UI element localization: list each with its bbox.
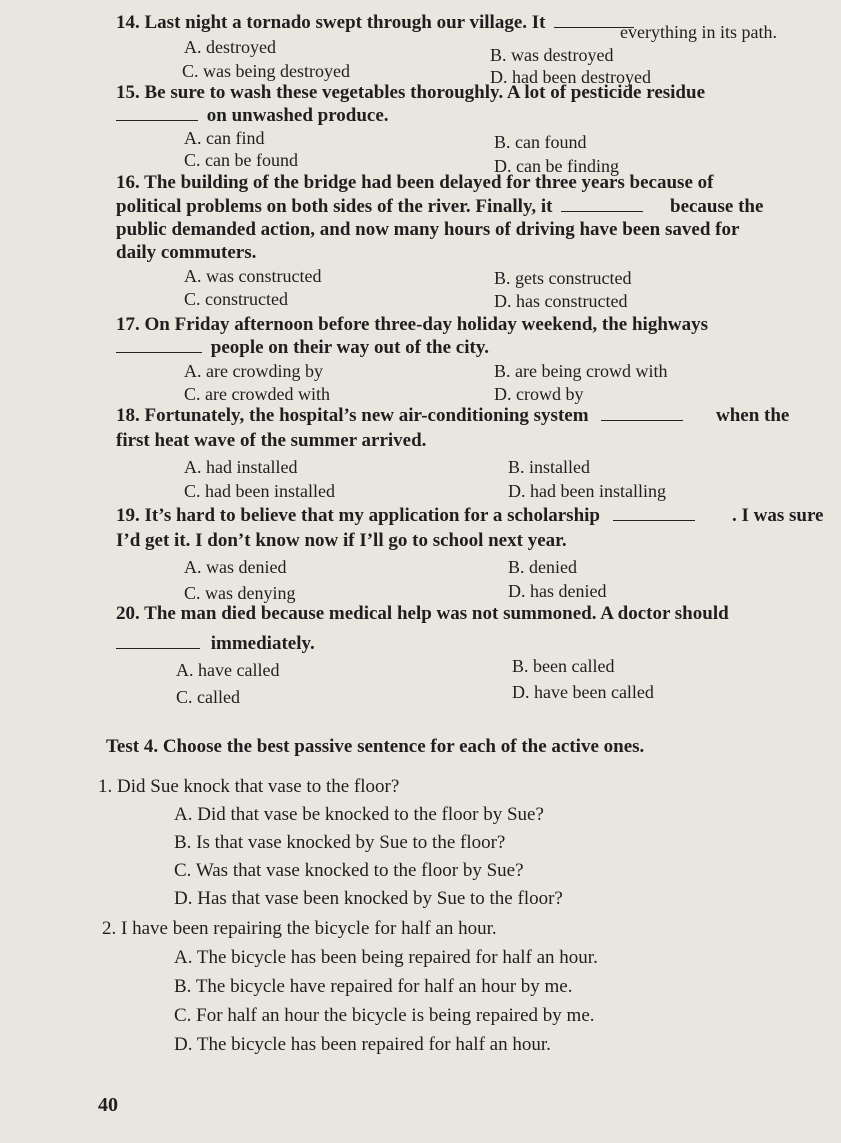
page-number: 40 xyxy=(98,1094,118,1116)
question-16-line-1: 16. The building of the bridge had been delayed for three years because of xyxy=(116,172,714,193)
option: B. gets constructed xyxy=(494,268,632,288)
option: D. had been installing xyxy=(508,481,666,501)
option: D. have been called xyxy=(512,682,654,702)
question-14-line-2: everything in its path. xyxy=(620,22,777,42)
question-15-line-2: on unwashed produce. xyxy=(116,105,389,127)
question-18-line-1-end: when the xyxy=(716,405,790,426)
option: A. are crowding by xyxy=(184,361,323,381)
answer-blank xyxy=(116,338,202,353)
option: C. Was that vase knocked to the floor by Sue? xyxy=(174,860,524,881)
question-20-line-2: immediately. xyxy=(116,633,315,655)
question-15-line-1: 15. Be sure to wash these vegetables thoroughly. A lot of pesticide residue xyxy=(116,82,705,103)
option: C. constructed xyxy=(184,289,288,309)
question-18-line-1: 18. Fortunately, the hospital’s new air-conditioning system xyxy=(116,405,683,427)
question-14-line-1: 14. Last night a tornado swept through our village. It xyxy=(116,12,634,34)
answer-blank xyxy=(561,197,643,212)
option: C. called xyxy=(176,687,240,707)
answer-blank xyxy=(613,506,695,521)
option: D. Has that vase been knocked by Sue to the floor? xyxy=(174,888,563,909)
option: B. denied xyxy=(508,557,577,577)
option: B. The bicycle have repaired for half an hour by me. xyxy=(174,976,573,997)
option: A. Did that vase be knocked to the floor by Sue? xyxy=(174,804,544,825)
question-17-line-1: 17. On Friday afternoon before three-day holiday weekend, the highways xyxy=(116,314,708,335)
option: C. had been installed xyxy=(184,481,335,501)
option: C. are crowded with xyxy=(184,384,330,404)
option: A. The bicycle has been being repaired for half an hour. xyxy=(174,947,598,968)
answer-blank xyxy=(601,406,683,421)
answer-blank xyxy=(116,106,198,121)
option: A. was constructed xyxy=(184,266,322,286)
test-4-title: Test 4. Choose the best passive sentence for each of the active ones. xyxy=(106,736,645,757)
option: D. has constructed xyxy=(494,291,628,311)
option: A. can find xyxy=(184,128,265,148)
question-16-line-2: political problems on both sides of the river. Finally, it xyxy=(116,196,643,218)
option: B. are being crowd with xyxy=(494,361,668,381)
option: D. The bicycle has been repaired for half an hour. xyxy=(174,1034,551,1055)
option: D. had been destroyed xyxy=(490,67,651,87)
option: A. was denied xyxy=(184,557,287,577)
option: C. was being destroyed xyxy=(182,61,350,81)
question-19-line-1: 19. It’s hard to believe that my application for a scholarship xyxy=(116,505,695,527)
question-17-line-2: people on their way out of the city. xyxy=(116,337,489,359)
test-4-question-1: 1. Did Sue knock that vase to the floor? xyxy=(98,776,400,797)
option: C. For half an hour the bicycle is being repaired by me. xyxy=(174,1005,595,1026)
option: C. can be found xyxy=(184,150,298,170)
question-19-line-1-end: . I was sure xyxy=(732,505,824,526)
option: B. can found xyxy=(494,132,587,152)
question-16-line-3: public demanded action, and now many hours of driving have been saved for xyxy=(116,219,740,240)
option: D. can be finding xyxy=(494,156,619,176)
option: A. had installed xyxy=(184,457,298,477)
question-16-line-4: daily commuters. xyxy=(116,242,257,263)
test-4-question-2: 2. I have been repairing the bicycle for half an hour. xyxy=(102,918,497,939)
option: D. crowd by xyxy=(494,384,584,404)
question-20-line-1: 20. The man died because medical help was not summoned. A doctor should xyxy=(116,603,729,624)
option: B. was destroyed xyxy=(490,45,614,65)
option: A. destroyed xyxy=(184,37,276,57)
option: B. installed xyxy=(508,457,590,477)
option: A. have called xyxy=(176,660,280,680)
option: B. been called xyxy=(512,656,615,676)
answer-blank xyxy=(116,634,200,649)
question-16-line-2-end: because the xyxy=(670,196,764,217)
question-18-line-2: first heat wave of the summer arrived. xyxy=(116,430,427,451)
option: B. Is that vase knocked by Sue to the floor? xyxy=(174,832,506,853)
option: C. was denying xyxy=(184,583,296,603)
question-19-line-2: I’d get it. I don’t know now if I’ll go to school next year. xyxy=(116,530,567,551)
option: D. has denied xyxy=(508,581,607,601)
